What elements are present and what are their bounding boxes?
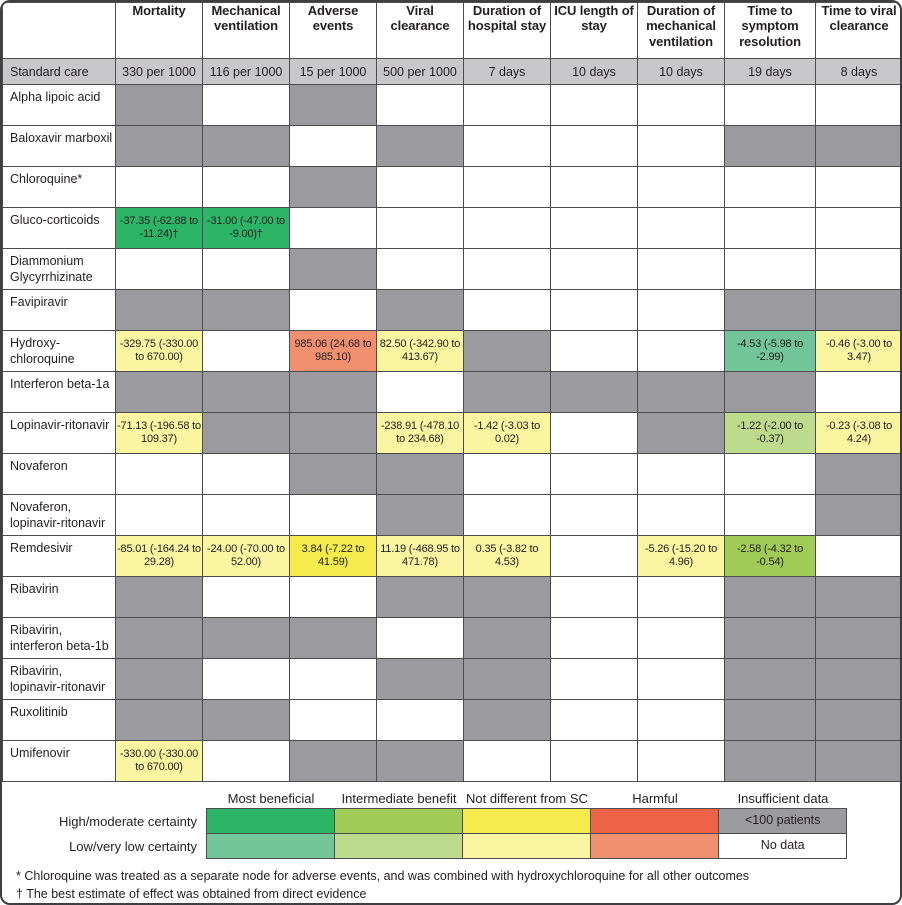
cell-alpha-lipoic-acid-mortality: [116, 85, 203, 126]
legend-swatch-intermediate-low: [334, 833, 463, 859]
standard-care-value-adverse-events: 15 per 1000: [290, 59, 377, 85]
cell-umifenovir-time-to-symptom-resolution: [725, 741, 816, 782]
column-header-viral-clearance: Viral clearance: [377, 3, 464, 59]
legend-swatch-harmful-high: [590, 808, 719, 834]
cell-umifenovir-time-to-viral-clearance: [816, 741, 902, 782]
cell-hydroxy-chloroquine-viral-clearance: 82.50 (-342.90 to 413.67): [377, 331, 464, 372]
row-label-hydroxy-chloroquine: Hydroxy-chloroquine: [3, 331, 116, 372]
cell-umifenovir-duration-of-hospital-stay: [464, 741, 551, 782]
legend-swatch-rows: [2, 809, 900, 859]
cell-hydroxy-chloroquine-mortality: -329.75 (-330.00 to 670.00): [116, 331, 203, 372]
cell-novaferon-mortality: [116, 454, 203, 495]
cell-novaferon-lopinavir-ritonavir-viral-clearance: [377, 495, 464, 536]
cell-ribavirin-interferon-beta-1b-mortality: [116, 618, 203, 659]
cell-baloxavir-marboxil-icu-length-of-stay: [551, 126, 638, 167]
legend-category-labels: [2, 787, 900, 809]
cell-diammonium-glycyrrhizinate-viral-clearance: [377, 249, 464, 290]
standard-care-value-mechanical-ventilation: 116 per 1000: [203, 59, 290, 85]
cell-alpha-lipoic-acid-icu-length-of-stay: [551, 85, 638, 126]
footnote-chloroquine: * Chloroquine was treated as a separate node for adverse events, and was combined with hydroxychloroquine for all other outcomes: [16, 869, 750, 883]
row-label-favipiravir: Favipiravir: [3, 290, 116, 331]
cell-novaferon-lopinavir-ritonavir-icu-length-of-stay: [551, 495, 638, 536]
row-label-novaferon: Novaferon: [3, 454, 116, 495]
cell-gluco-corticoids-icu-length-of-stay: [551, 208, 638, 249]
cell-gluco-corticoids-mechanical-ventilation: -31.00 (-47.00 to -9.00)†: [203, 208, 290, 249]
footnote-direct-evidence: † The best estimate of effect was obtained from direct evidence: [16, 887, 367, 902]
row-label-lopinavir-ritonavir: Lopinavir-ritonavir: [3, 413, 116, 454]
cell-ribavirin-lopinavir-ritonavir-adverse-events: [290, 659, 377, 700]
cell-umifenovir-mechanical-ventilation: [203, 741, 290, 782]
row-label-baloxavir-marboxil: Baloxavir marboxil: [3, 126, 116, 167]
cell-ruxolitinib-duration-of-mechanical-ventilation: [638, 700, 725, 741]
cell-novaferon-adverse-events: [290, 454, 377, 495]
cell-alpha-lipoic-acid-time-to-symptom-resolution: [725, 85, 816, 126]
row-label-remdesivir: Remdesivir: [3, 536, 116, 577]
cell-ribavirin-interferon-beta-1b-adverse-events: [290, 618, 377, 659]
cell-ruxolitinib-adverse-events: [290, 700, 377, 741]
cell-lopinavir-ritonavir-mechanical-ventilation: [203, 413, 290, 454]
standard-care-value-mortality: 330 per 1000: [116, 59, 203, 85]
standard-care-row: [3, 59, 902, 85]
table-row-chloroquine: [3, 167, 902, 208]
table-row-alpha-lipoic-acid: [3, 85, 902, 126]
cell-interferon-beta-1a-mechanical-ventilation: [203, 372, 290, 413]
cell-lopinavir-ritonavir-time-to-symptom-resolution: -1.22 (-2.00 to -0.37): [725, 413, 816, 454]
legend-swatch-not-different-high: [462, 808, 591, 834]
cell-ribavirin-interferon-beta-1b-duration-of-hospital-stay: [464, 618, 551, 659]
table-row-remdesivir: [3, 536, 902, 577]
cell-hydroxy-chloroquine-adverse-events: 985.06 (24.68 to 985.10): [290, 331, 377, 372]
table-row-diammonium-glycyrrhizinate: [3, 249, 902, 290]
cell-favipiravir-duration-of-mechanical-ventilation: [638, 290, 725, 331]
cell-hydroxy-chloroquine-icu-length-of-stay: [551, 331, 638, 372]
cell-chloroquine-mechanical-ventilation: [203, 167, 290, 208]
cell-gluco-corticoids-adverse-events: [290, 208, 377, 249]
cell-alpha-lipoic-acid-mechanical-ventilation: [203, 85, 290, 126]
cell-ruxolitinib-mechanical-ventilation: [203, 700, 290, 741]
footnotes: [16, 867, 900, 903]
cell-favipiravir-mortality: [116, 290, 203, 331]
standard-care-value-duration-of-mechanical-ventilation: 10 days: [638, 59, 725, 85]
cell-umifenovir-mortality: -330.00 (-330.00 to 670.00): [116, 741, 203, 782]
cell-baloxavir-marboxil-time-to-symptom-resolution: [725, 126, 816, 167]
column-header-time-to-viral-clearance: Time to viral clearance: [816, 3, 902, 59]
legend-certainty-label: High/moderate certainty: [58, 814, 197, 829]
legend-swatch-intermediate-high: [334, 808, 463, 834]
cell-ribavirin-interferon-beta-1b-mechanical-ventilation: [203, 618, 290, 659]
column-header-duration-of-mechanical-ventilation: Duration of mechanical ventilation: [638, 3, 725, 59]
cell-interferon-beta-1a-duration-of-hospital-stay: [464, 372, 551, 413]
cell-ribavirin-duration-of-mechanical-ventilation: [638, 577, 725, 618]
legend-category-harmful: Harmful: [632, 791, 678, 806]
cell-ruxolitinib-viral-clearance: [377, 700, 464, 741]
cell-umifenovir-adverse-events: [290, 741, 377, 782]
cell-hydroxy-chloroquine-time-to-viral-clearance: -0.46 (-3.00 to 3.47): [816, 331, 902, 372]
standard-care-value-duration-of-hospital-stay: 7 days: [464, 59, 551, 85]
cell-hydroxy-chloroquine-time-to-symptom-resolution: -4.53 (-5.98 to -2.99): [725, 331, 816, 372]
cell-ribavirin-lopinavir-ritonavir-icu-length-of-stay: [551, 659, 638, 700]
cell-ribavirin-time-to-viral-clearance: [816, 577, 902, 618]
cell-ribavirin-lopinavir-ritonavir-duration-of-mechanical-ventilation: [638, 659, 725, 700]
table-row-novaferon: [3, 454, 902, 495]
cell-ribavirin-mechanical-ventilation: [203, 577, 290, 618]
cell-interferon-beta-1a-viral-clearance: [377, 372, 464, 413]
cell-novaferon-lopinavir-ritonavir-duration-of-hospital-stay: [464, 495, 551, 536]
column-header-icu-length-of-stay: ICU length of stay: [551, 3, 638, 59]
table-row-interferon-beta-1a: [3, 372, 902, 413]
cell-remdesivir-viral-clearance: 11.19 (-468.95 to 471.78): [377, 536, 464, 577]
standard-care-value-time-to-symptom-resolution: 19 days: [725, 59, 816, 85]
cell-gluco-corticoids-time-to-viral-clearance: [816, 208, 902, 249]
legend-swatch-harmful-low: [590, 833, 719, 859]
cell-novaferon-lopinavir-ritonavir-mechanical-ventilation: [203, 495, 290, 536]
cell-lopinavir-ritonavir-mortality: -71.13 (-196.58 to 109.37): [116, 413, 203, 454]
cell-baloxavir-marboxil-duration-of-hospital-stay: [464, 126, 551, 167]
cell-chloroquine-adverse-events: [290, 167, 377, 208]
cell-ribavirin-interferon-beta-1b-viral-clearance: [377, 618, 464, 659]
table-row-ribavirin-interferon-beta-1b: [3, 618, 902, 659]
cell-chloroquine-time-to-symptom-resolution: [725, 167, 816, 208]
cell-interferon-beta-1a-time-to-symptom-resolution: [725, 372, 816, 413]
cell-ribavirin-interferon-beta-1b-time-to-symptom-resolution: [725, 618, 816, 659]
standard-care-value-icu-length-of-stay: 10 days: [551, 59, 638, 85]
cell-novaferon-duration-of-mechanical-ventilation: [638, 454, 725, 495]
legend-swatch-not-different-low: [462, 833, 591, 859]
cell-interferon-beta-1a-adverse-events: [290, 372, 377, 413]
cell-ribavirin-lopinavir-ritonavir-mechanical-ventilation: [203, 659, 290, 700]
treatment-rows: [3, 85, 902, 782]
cell-alpha-lipoic-acid-viral-clearance: [377, 85, 464, 126]
column-header-time-to-symptom-resolution: Time to symptom resolution: [725, 3, 816, 59]
cell-lopinavir-ritonavir-icu-length-of-stay: [551, 413, 638, 454]
cell-baloxavir-marboxil-time-to-viral-clearance: [816, 126, 902, 167]
column-header-mechanical-ventilation: Mechanical ventilation: [203, 3, 290, 59]
cell-favipiravir-mechanical-ventilation: [203, 290, 290, 331]
cell-baloxavir-marboxil-mortality: [116, 126, 203, 167]
row-label-umifenovir: Umifenovir: [3, 741, 116, 782]
cell-gluco-corticoids-duration-of-hospital-stay: [464, 208, 551, 249]
cell-lopinavir-ritonavir-duration-of-hospital-stay: -1.42 (-3.03 to 0.02): [464, 413, 551, 454]
cell-remdesivir-time-to-symptom-resolution: -2.58 (-4.32 to -0.54): [725, 536, 816, 577]
cell-novaferon-viral-clearance: [377, 454, 464, 495]
cell-alpha-lipoic-acid-time-to-viral-clearance: [816, 85, 902, 126]
cell-novaferon-icu-length-of-stay: [551, 454, 638, 495]
legend-category-insufficient-data: Insufficient data: [737, 791, 829, 806]
cell-ribavirin-interferon-beta-1b-time-to-viral-clearance: [816, 618, 902, 659]
cell-baloxavir-marboxil-mechanical-ventilation: [203, 126, 290, 167]
row-label-ribavirin-lopinavir-ritonavir: Ribavirin, lopinavir-ritonavir: [3, 659, 116, 700]
cell-chloroquine-time-to-viral-clearance: [816, 167, 902, 208]
cell-diammonium-glycyrrhizinate-icu-length-of-stay: [551, 249, 638, 290]
table-row-ribavirin-lopinavir-ritonavir: [3, 659, 902, 700]
cell-ruxolitinib-time-to-viral-clearance: [816, 700, 902, 741]
cell-alpha-lipoic-acid-duration-of-mechanical-ventilation: [638, 85, 725, 126]
corner-cell: [3, 3, 116, 59]
cell-ribavirin-mortality: [116, 577, 203, 618]
legend-row-low-very-low-certainty: [2, 834, 900, 859]
column-header-adverse-events: Adverse events: [290, 3, 377, 59]
column-header-duration-of-hospital-stay: Duration of hospital stay: [464, 3, 551, 59]
cell-diammonium-glycyrrhizinate-duration-of-mechanical-ventilation: [638, 249, 725, 290]
cell-baloxavir-marboxil-viral-clearance: [377, 126, 464, 167]
cell-novaferon-lopinavir-ritonavir-adverse-events: [290, 495, 377, 536]
cell-favipiravir-time-to-viral-clearance: [816, 290, 902, 331]
cell-ruxolitinib-icu-length-of-stay: [551, 700, 638, 741]
legend-swatch-insufficient: <100 patients: [718, 808, 847, 834]
cell-ribavirin-lopinavir-ritonavir-mortality: [116, 659, 203, 700]
outcomes-table: [2, 2, 902, 782]
cell-lopinavir-ritonavir-viral-clearance: -238.91 (-478.10 to 234.68): [377, 413, 464, 454]
table-row-lopinavir-ritonavir: [3, 413, 902, 454]
legend: [2, 787, 900, 859]
cell-favipiravir-viral-clearance: [377, 290, 464, 331]
cell-diammonium-glycyrrhizinate-mortality: [116, 249, 203, 290]
cell-novaferon-mechanical-ventilation: [203, 454, 290, 495]
row-label-diammonium-glycyrrhizinate: Diammonium Glycyrrhizinate: [3, 249, 116, 290]
cell-interferon-beta-1a-mortality: [116, 372, 203, 413]
cell-gluco-corticoids-viral-clearance: [377, 208, 464, 249]
cell-diammonium-glycyrrhizinate-duration-of-hospital-stay: [464, 249, 551, 290]
cell-chloroquine-duration-of-hospital-stay: [464, 167, 551, 208]
cell-novaferon-lopinavir-ritonavir-time-to-viral-clearance: [816, 495, 902, 536]
cell-lopinavir-ritonavir-adverse-events: [290, 413, 377, 454]
cell-interferon-beta-1a-time-to-viral-clearance: [816, 372, 902, 413]
table-row-gluco-corticoids: [3, 208, 902, 249]
cell-novaferon-lopinavir-ritonavir-mortality: [116, 495, 203, 536]
cell-favipiravir-icu-length-of-stay: [551, 290, 638, 331]
cell-ruxolitinib-mortality: [116, 700, 203, 741]
cell-chloroquine-mortality: [116, 167, 203, 208]
table-row-favipiravir: [3, 290, 902, 331]
cell-remdesivir-adverse-events: 3.84 (-7.22 to 41.59): [290, 536, 377, 577]
cell-ribavirin-icu-length-of-stay: [551, 577, 638, 618]
legend-category-intermediate-benefit: Intermediate benefit: [341, 791, 457, 806]
cell-ribavirin-viral-clearance: [377, 577, 464, 618]
cell-hydroxy-chloroquine-duration-of-hospital-stay: [464, 331, 551, 372]
cell-remdesivir-icu-length-of-stay: [551, 536, 638, 577]
row-label-chloroquine: Chloroquine*: [3, 167, 116, 208]
cell-interferon-beta-1a-duration-of-mechanical-ventilation: [638, 372, 725, 413]
cell-ribavirin-lopinavir-ritonavir-time-to-viral-clearance: [816, 659, 902, 700]
standard-care-label: Standard care: [3, 59, 116, 85]
cell-remdesivir-duration-of-hospital-stay: 0.35 (-3.82 to 4.53): [464, 536, 551, 577]
cell-diammonium-glycyrrhizinate-time-to-viral-clearance: [816, 249, 902, 290]
row-label-ribavirin: Ribavirin: [3, 577, 116, 618]
cell-ribavirin-time-to-symptom-resolution: [725, 577, 816, 618]
row-label-ribavirin-interferon-beta-1b: Ribavirin, interferon beta-1b: [3, 618, 116, 659]
legend-swatch-most-beneficial-low: [206, 833, 335, 859]
legend-certainty-label: Low/very low certainty: [69, 839, 197, 854]
cell-diammonium-glycyrrhizinate-adverse-events: [290, 249, 377, 290]
table-row-baloxavir-marboxil: [3, 126, 902, 167]
cell-alpha-lipoic-acid-adverse-events: [290, 85, 377, 126]
cell-ribavirin-interferon-beta-1b-icu-length-of-stay: [551, 618, 638, 659]
table-row-ruxolitinib: [3, 700, 902, 741]
cell-favipiravir-time-to-symptom-resolution: [725, 290, 816, 331]
legend-category-not-different-from-sc: Not different from SC: [466, 791, 588, 806]
cell-ribavirin-duration-of-hospital-stay: [464, 577, 551, 618]
row-label-gluco-corticoids: Gluco-corticoids: [3, 208, 116, 249]
cell-ribavirin-interferon-beta-1b-duration-of-mechanical-ventilation: [638, 618, 725, 659]
column-header-mortality: Mortality: [116, 3, 203, 59]
cell-diammonium-glycyrrhizinate-mechanical-ventilation: [203, 249, 290, 290]
cell-diammonium-glycyrrhizinate-time-to-symptom-resolution: [725, 249, 816, 290]
row-label-alpha-lipoic-acid: Alpha lipoic acid: [3, 85, 116, 126]
cell-gluco-corticoids-duration-of-mechanical-ventilation: [638, 208, 725, 249]
cell-alpha-lipoic-acid-duration-of-hospital-stay: [464, 85, 551, 126]
row-label-novaferon-lopinavir-ritonavir: Novaferon, lopinavir-ritonavir: [3, 495, 116, 536]
cell-novaferon-time-to-symptom-resolution: [725, 454, 816, 495]
row-label-interferon-beta-1a: Interferon beta-1a: [3, 372, 116, 413]
cell-umifenovir-icu-length-of-stay: [551, 741, 638, 782]
cell-remdesivir-mechanical-ventilation: -24.00 (-70.00 to 52.00): [203, 536, 290, 577]
legend-swatch-no-data: No data: [718, 833, 847, 859]
cell-chloroquine-duration-of-mechanical-ventilation: [638, 167, 725, 208]
cell-novaferon-lopinavir-ritonavir-time-to-symptom-resolution: [725, 495, 816, 536]
cell-ruxolitinib-time-to-symptom-resolution: [725, 700, 816, 741]
cell-baloxavir-marboxil-duration-of-mechanical-ventilation: [638, 126, 725, 167]
cell-ribavirin-lopinavir-ritonavir-duration-of-hospital-stay: [464, 659, 551, 700]
table-header: [3, 3, 902, 59]
cell-remdesivir-duration-of-mechanical-ventilation: -5.26 (-15.20 to 4.96): [638, 536, 725, 577]
cell-hydroxy-chloroquine-mechanical-ventilation: [203, 331, 290, 372]
cell-umifenovir-duration-of-mechanical-ventilation: [638, 741, 725, 782]
cell-favipiravir-duration-of-hospital-stay: [464, 290, 551, 331]
cell-gluco-corticoids-mortality: -37.35 (-62.88 to -11.24)†: [116, 208, 203, 249]
cell-hydroxy-chloroquine-duration-of-mechanical-ventilation: [638, 331, 725, 372]
cell-remdesivir-time-to-viral-clearance: [816, 536, 902, 577]
cell-novaferon-lopinavir-ritonavir-duration-of-mechanical-ventilation: [638, 495, 725, 536]
cell-remdesivir-mortality: -85.01 (-164.24 to 29.28): [116, 536, 203, 577]
cell-lopinavir-ritonavir-time-to-viral-clearance: -0.23 (-3.08 to 4.24): [816, 413, 902, 454]
cell-ribavirin-lopinavir-ritonavir-time-to-symptom-resolution: [725, 659, 816, 700]
table-row-hydroxy-chloroquine: [3, 331, 902, 372]
cell-novaferon-duration-of-hospital-stay: [464, 454, 551, 495]
cell-chloroquine-viral-clearance: [377, 167, 464, 208]
table-row-umifenovir: [3, 741, 902, 782]
row-label-ruxolitinib: Ruxolitinib: [3, 700, 116, 741]
cell-gluco-corticoids-time-to-symptom-resolution: [725, 208, 816, 249]
legend-category-most-beneficial: Most beneficial: [227, 791, 315, 806]
cell-novaferon-time-to-viral-clearance: [816, 454, 902, 495]
table-row-novaferon-lopinavir-ritonavir: [3, 495, 902, 536]
cell-lopinavir-ritonavir-duration-of-mechanical-ventilation: [638, 413, 725, 454]
cell-ribavirin-lopinavir-ritonavir-viral-clearance: [377, 659, 464, 700]
legend-row-high-moderate-certainty: [2, 809, 900, 834]
legend-spacer: [2, 806, 207, 809]
cell-chloroquine-icu-length-of-stay: [551, 167, 638, 208]
table-row-ribavirin: [3, 577, 902, 618]
cell-favipiravir-adverse-events: [290, 290, 377, 331]
cell-baloxavir-marboxil-adverse-events: [290, 126, 377, 167]
cell-ribavirin-adverse-events: [290, 577, 377, 618]
standard-care-value-viral-clearance: 500 per 1000: [377, 59, 464, 85]
cell-umifenovir-viral-clearance: [377, 741, 464, 782]
cell-interferon-beta-1a-icu-length-of-stay: [551, 372, 638, 413]
cell-ruxolitinib-duration-of-hospital-stay: [464, 700, 551, 741]
legend-swatch-most-beneficial-high: [206, 808, 335, 834]
standard-care-value-time-to-viral-clearance: 8 days: [816, 59, 902, 85]
